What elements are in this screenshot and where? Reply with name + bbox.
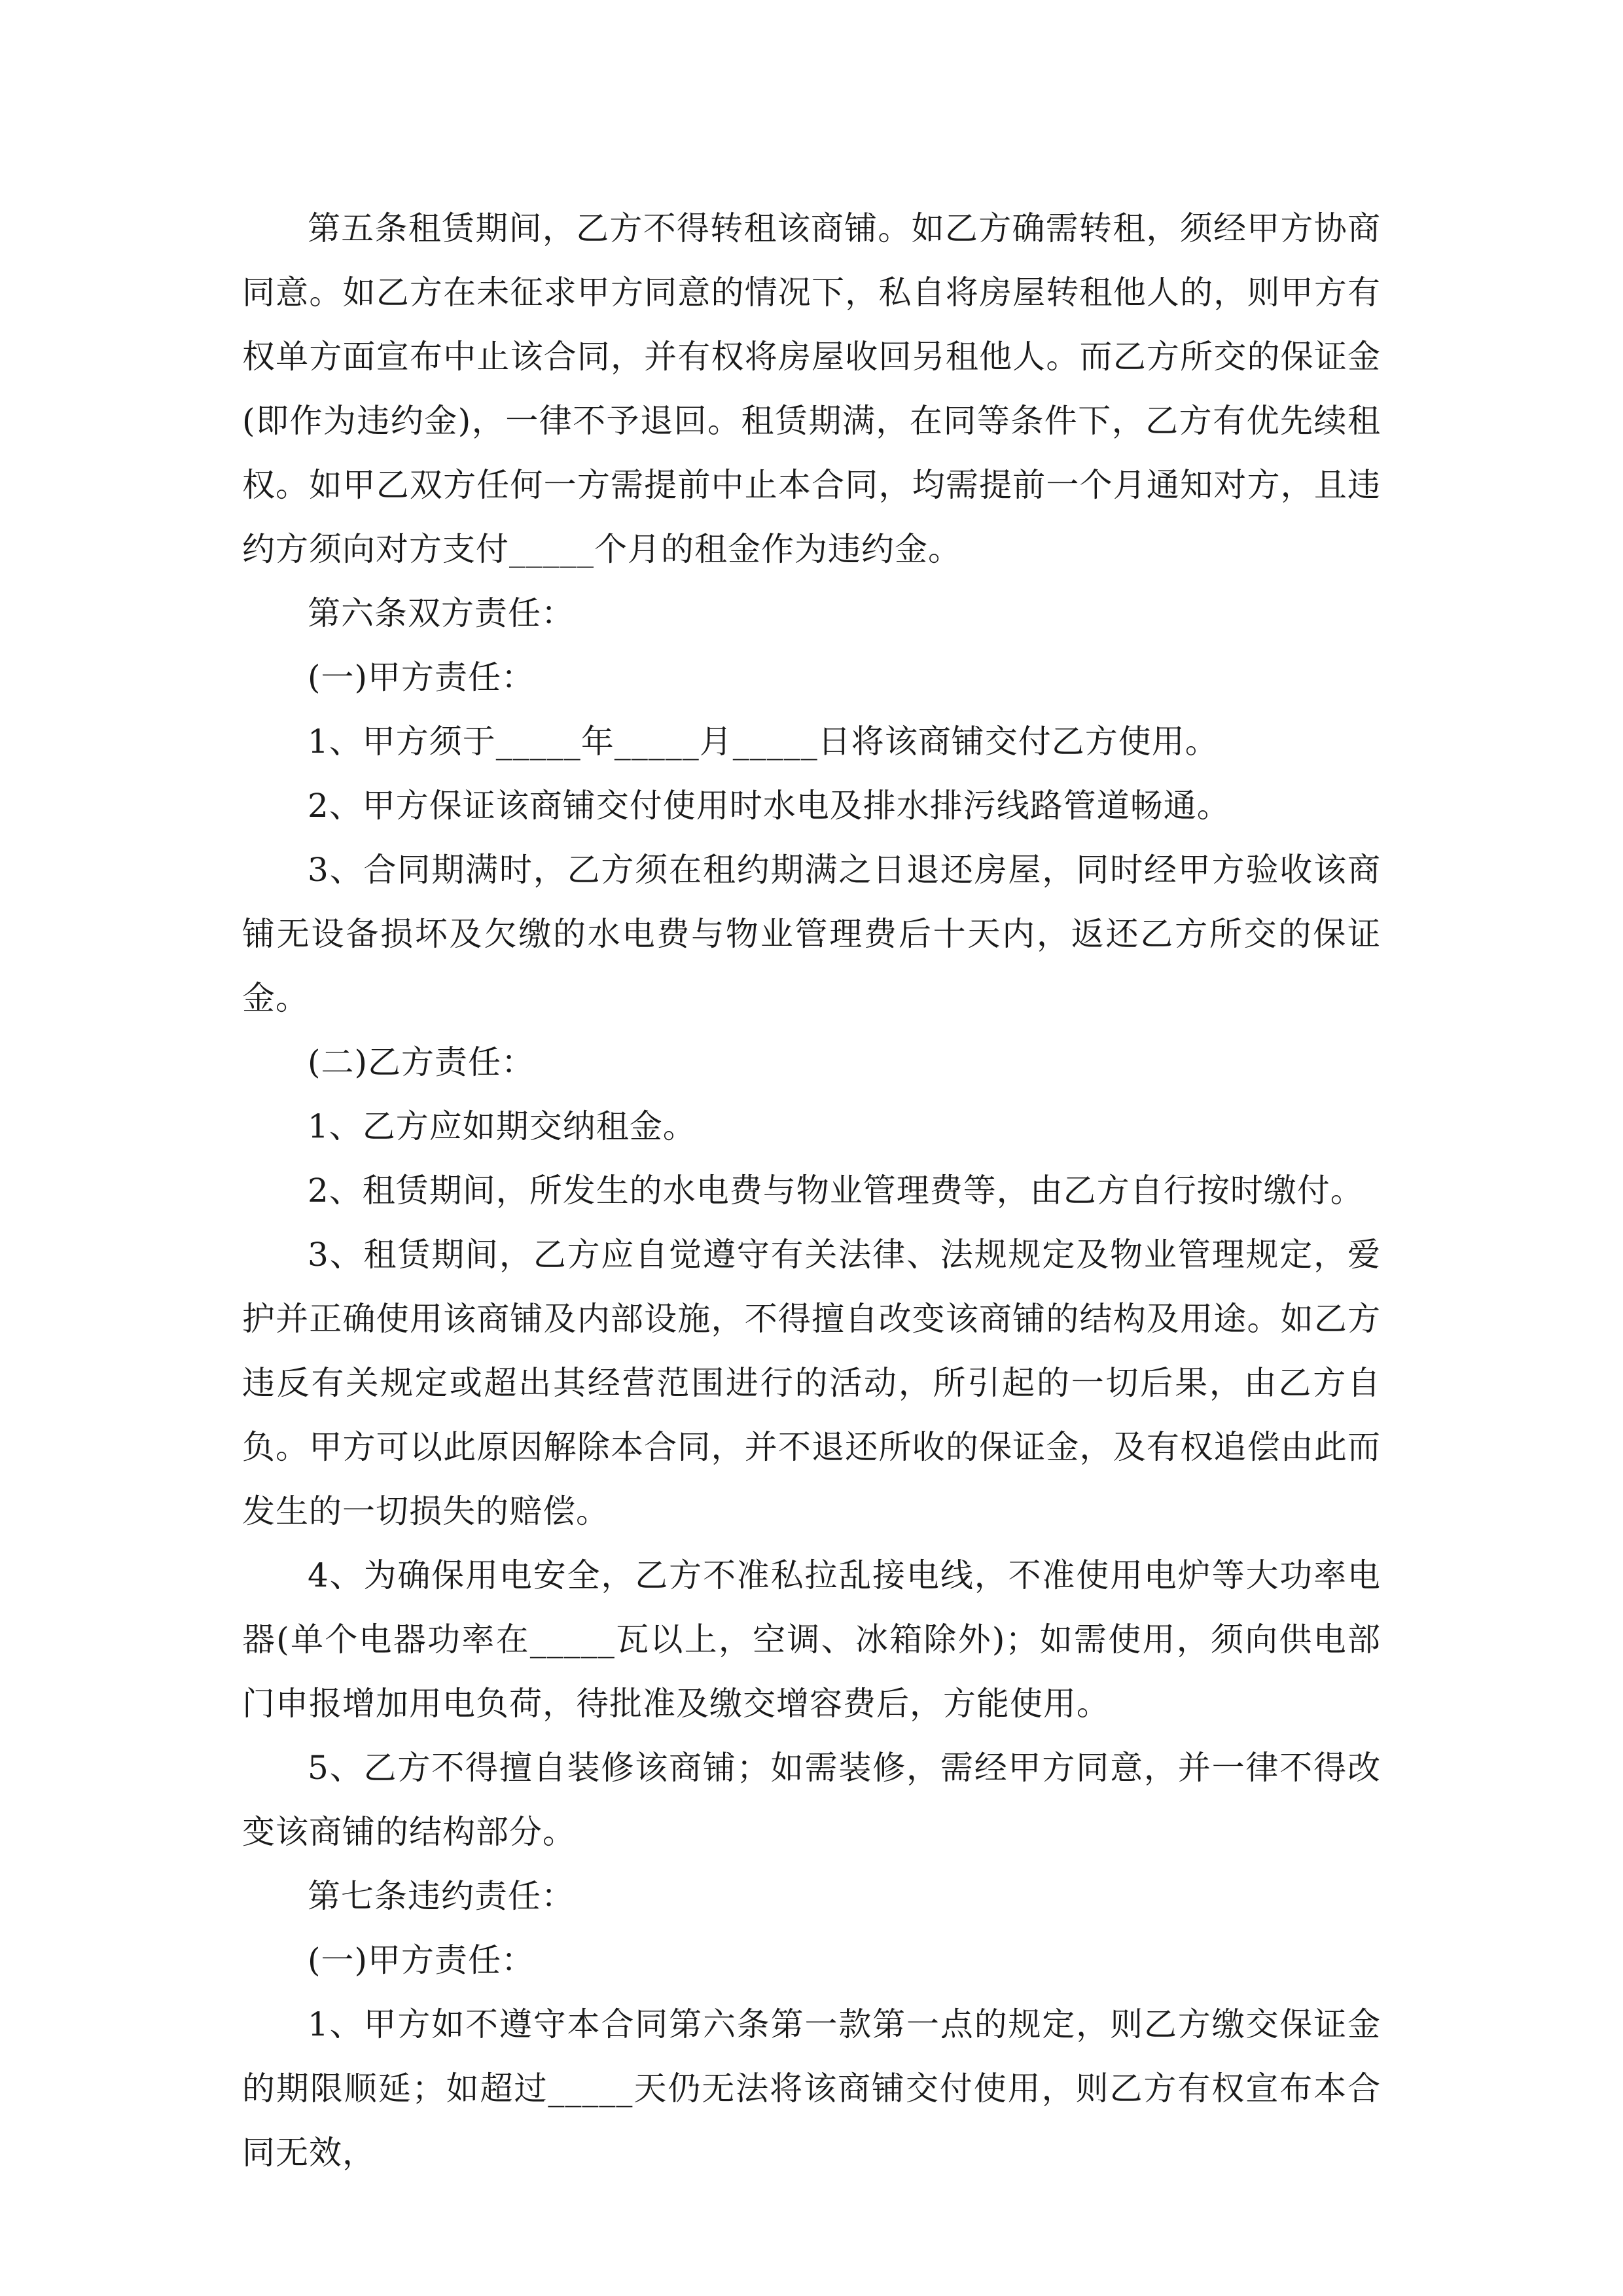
party-b-duty-4: 4、为确保用电安全，乙方不准私拉乱接电线，不准使用电炉等大功率电器(单个电器功率在_____瓦以上，空调、冰箱除外)；如需使用，须向供电部门申报增加用电负荷，待批准及缴交增容费后，方能使用。 — [242, 1556, 1381, 1723]
party-b-duties-heading: (二)乙方责任： — [308, 1043, 535, 1081]
clause-5-paragraph: 第五条租赁期间，乙方不得转租该商铺。如乙方确需转租，须经甲方协商同意。如乙方在未征求甲方同意的情况下，私自将房屋转租他人的，则甲方有权单方面宣布中止该合同，并有权将房屋收回另租他人。而乙方所交的保证金(即作为违约金)，一律不予退回。租赁期满，在同等条件下，乙方有优先续租权。如甲乙双方任何一方需提前中止本合同，均需提前一个月通知对方，且违约方须向对方支付_____个月的租金作为违约金。 — [242, 209, 1381, 568]
party-b-duty-5: 5、乙方不得擅自装修该商铺；如需装修，需经甲方同意，并一律不得改变该商铺的结构部分。 — [242, 1749, 1381, 1851]
clause-7-heading: 第七条违约责任： — [308, 1877, 575, 1915]
breach-party-a-1: 1、甲方如不遵守本合同第六条第一款第一点的规定，则乙方缴交保证金的期限顺延；如超过_____天仍无法将该商铺交付使用，则乙方有权宣布本合同无效， — [242, 2005, 1381, 2172]
party-a-duty-1: 1、甲方须于_____年_____月_____日将该商铺交付乙方使用。 — [308, 723, 1219, 761]
party-b-duty-1: 1、乙方应如期交纳租金。 — [308, 1107, 696, 1145]
clause-6-heading: 第六条双方责任： — [308, 594, 575, 632]
party-a-duty-2: 2、甲方保证该商铺交付使用时水电及排水排污线路管道畅通。 — [308, 787, 1230, 825]
party-a-duty-3: 3、合同期满时，乙方须在租约期满之日退还房屋，同时经甲方验收该商铺无设备损坏及欠缴的水电费与物业管理费后十天内，返还乙方所交的保证金。 — [242, 851, 1381, 1017]
party-a-duties-heading: (一)甲方责任： — [308, 658, 535, 696]
document-page — [242, 196, 1381, 2185]
party-b-duty-3: 3、租赁期间，乙方应自觉遵守有关法律、法规规定及物业管理规定，爱护并正确使用该商铺及内部设施，不得擅自改变该商铺的结构及用途。如乙方违反有关规定或超出其经营范围进行的活动，所引起的一切后果，由乙方自负。甲方可以此原因解除本合同，并不退还所收的保证金，及有权追偿由此而发生的一切损失的赔偿。 — [242, 1236, 1381, 1530]
party-b-duty-2: 2、租赁期间，所发生的水电费与物业管理费等，由乙方自行按时缴付。 — [308, 1172, 1364, 1210]
breach-party-a-heading: (一)甲方责任： — [308, 1941, 535, 1979]
